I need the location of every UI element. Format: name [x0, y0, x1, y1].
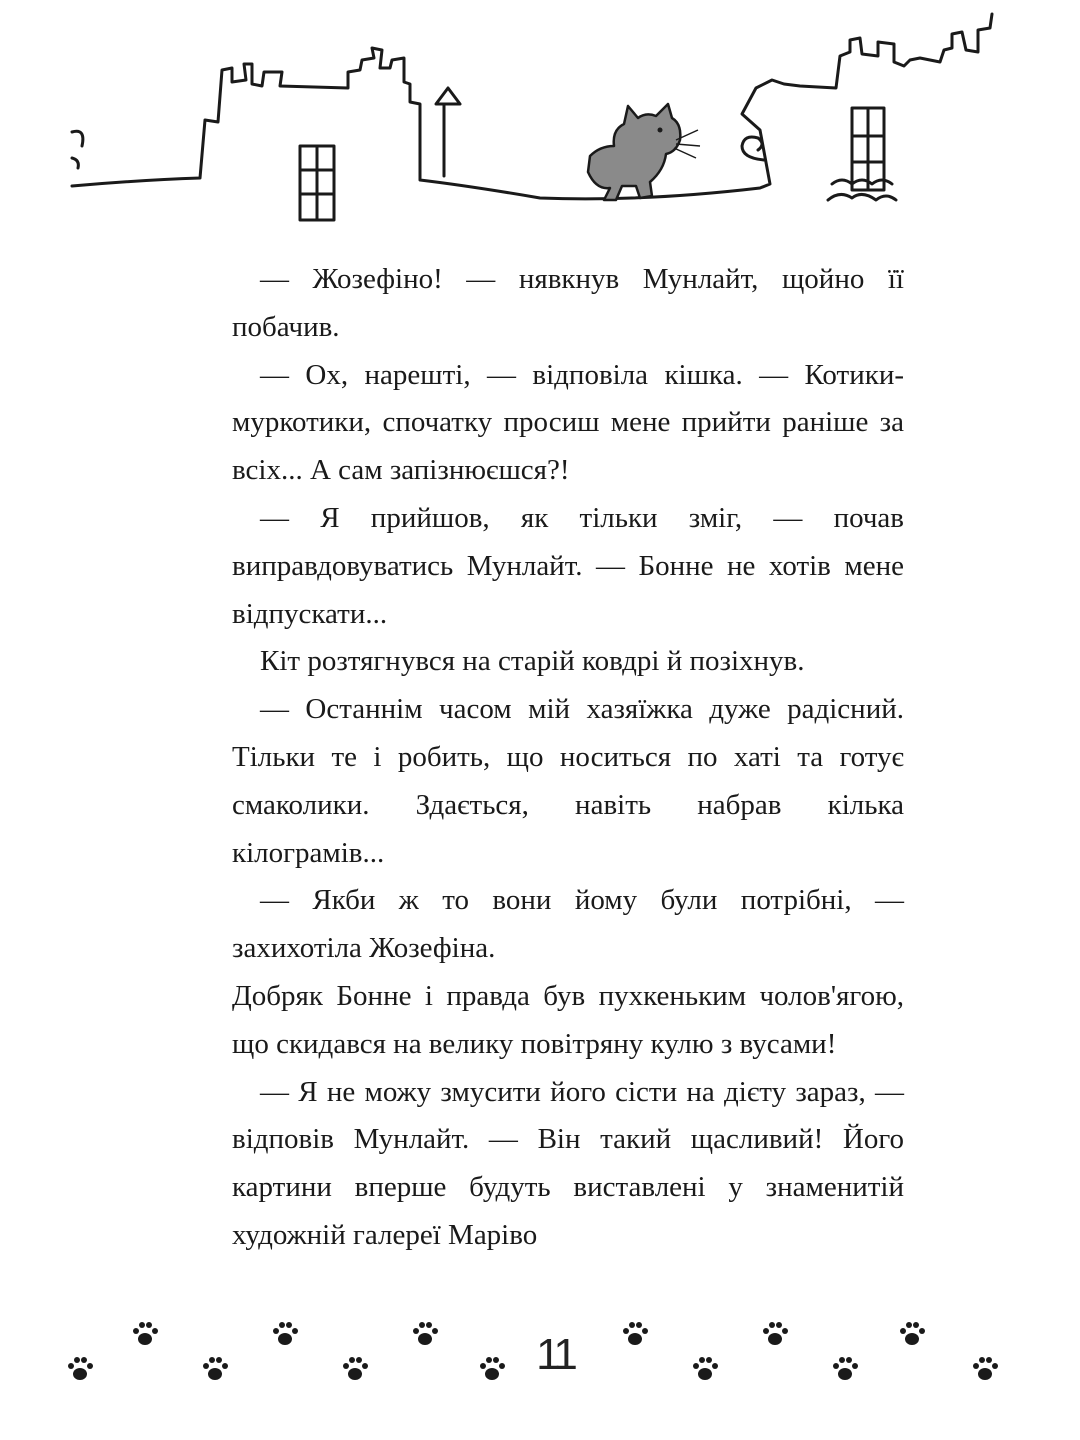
paragraph: — Якби ж то вони йому були потрібні, — захихотіла Жозефіна. [232, 884, 904, 965]
paragraph: Кіт розтягнувся на старій ковдрі й позіхнув. [260, 645, 805, 678]
paragraph: — Жозефіно! — нявкнув Мунлайт, щойно її побачив. [232, 263, 904, 343]
paragraph: — Я не можу змусити його сісти на дієту зараз, — відповів Мунлайт. — Він такий щасливий! Його картини вперше будуть виставлені у знаменитій художній галереї Маріво [232, 1075, 904, 1251]
paragraph: Добряк Бонне і правда був пухкеньким чолов'ягою, що скидався на велику повітряну кулю з вусами! [232, 979, 904, 1060]
paragraph: — Останнім часом мій хазяїжка дуже радісний. Тільки те і робить, що носиться по хаті та готує смаколики. Здається, навіть набрав кілька кілограмів... [232, 693, 904, 869]
rooftop-illustration [0, 0, 1080, 240]
cat-illustration [588, 104, 700, 200]
paragraph: — Я прийшов, як тільки зміг, — почав виправдовуватись Мунлайт. — Бонне не хотів мене відпускати... [232, 501, 904, 630]
page-number: 11 [536, 1330, 574, 1379]
page-text [232, 256, 904, 1260]
paragraph: — Ох, нарешті, — відповіла кішка. — Котики-муркотики, спочатку просиш мене прийти раніше за всіх... А сам запізнюєшся?! [232, 358, 904, 487]
